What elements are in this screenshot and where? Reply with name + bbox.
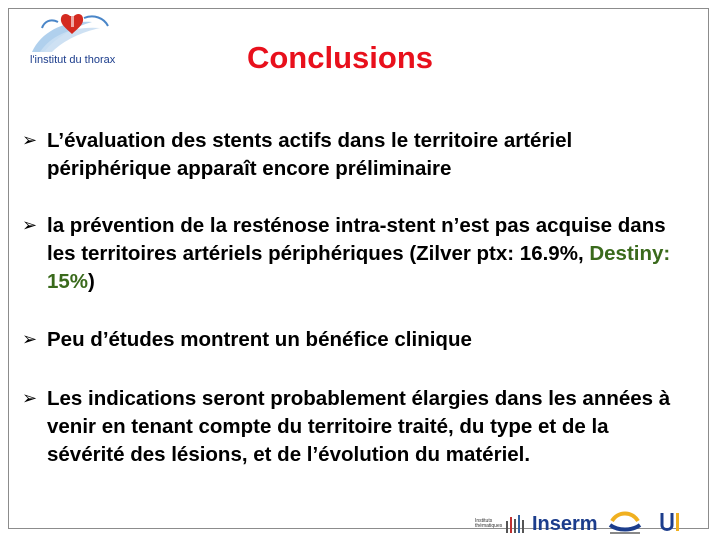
instituts-thematiques-label: Instituts thématiques bbox=[475, 518, 503, 529]
heart-logo-icon bbox=[22, 12, 134, 56]
universite-logo-icon bbox=[658, 509, 686, 535]
bullet-2 bbox=[22, 212, 687, 296]
arrow-bullet-icon: ➢ bbox=[22, 388, 38, 409]
arrow-bullet-icon: ➢ bbox=[22, 130, 38, 151]
bullet-2-text-main: la prévention de la resténose intra-stent n’est pas acquise dans les territoires artériels périphériques (Zilver ptx: 16.9%, bbox=[47, 214, 666, 265]
bullet-4 bbox=[22, 385, 687, 469]
bullet-3 bbox=[22, 326, 687, 354]
inserm-logo: Inserm bbox=[532, 513, 598, 535]
institut-du-thorax-logo bbox=[22, 12, 134, 72]
bullet-1 bbox=[22, 127, 687, 183]
bullet-2-text-end: ) bbox=[88, 270, 95, 293]
footer-logos bbox=[470, 505, 710, 540]
slide-title: Conclusions bbox=[246, 40, 433, 75]
logo-text: l'institut du thorax bbox=[30, 54, 116, 66]
bullet-2-destiny-value: Destiny: 15% bbox=[47, 242, 671, 293]
bullet-4-text: Les indications seront probablement élargies dans les années à venir en tenant compte du territoire traité, du type et de la sévérité des lésions, et de l’évolution du matériel. bbox=[47, 387, 671, 466]
arrow-bullet-icon: ➢ bbox=[22, 215, 38, 236]
bullet-3-text: Peu d’études montrent un bénéfice clinique bbox=[47, 328, 472, 351]
arrow-bullet-icon: ➢ bbox=[22, 329, 38, 350]
bullet-2-text bbox=[47, 212, 687, 296]
instituts-bars-icon bbox=[506, 515, 526, 533]
university-nantes-logo-icon bbox=[608, 509, 642, 535]
bullet-1-text: L’évaluation des stents actifs dans le territoire artériel périphérique apparaît encore préliminaire bbox=[47, 129, 573, 180]
